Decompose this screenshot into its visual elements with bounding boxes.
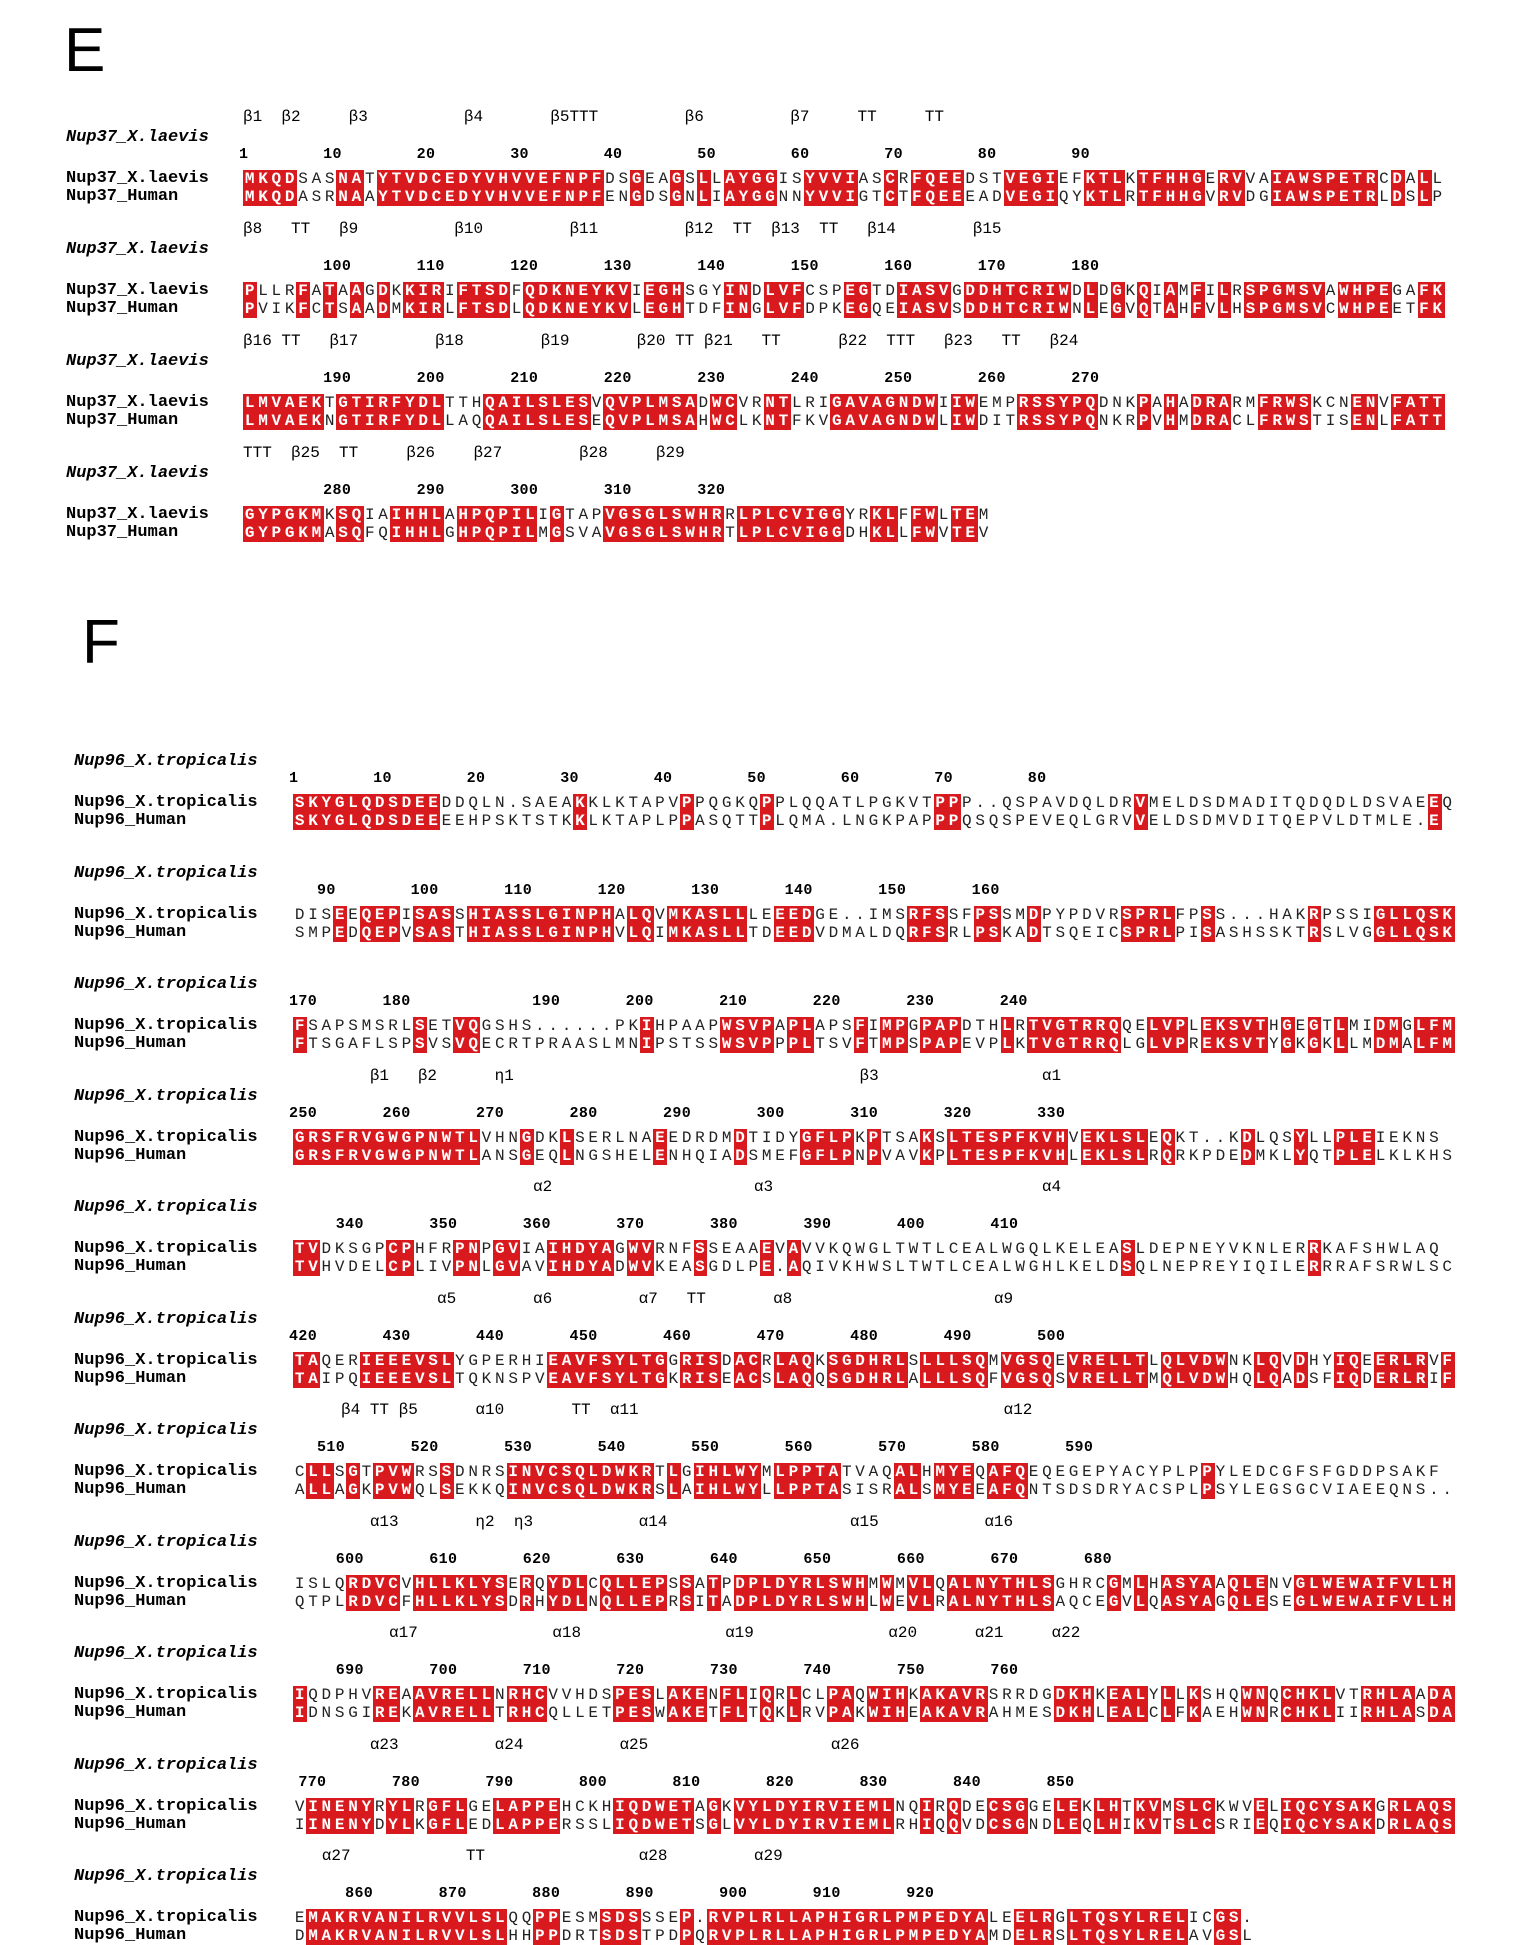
- sequence-line: I S L Q R D V C V H L L K L Y S E R Q Y D L C Q L L E P S S A T P D P L D Y R L S W H M W M V L Q A L N Y T H L S G H R C G M L H A S Y A A Q L E N V G L W E W A I F V L L H: [294, 1574, 1453, 1593]
- sequence-alignment-block: [293, 1352, 1454, 1388]
- sequence-alignment-block: [293, 1129, 1454, 1165]
- sequence-alignment-block: [293, 906, 1454, 942]
- residue-ruler: 1 10 20 30 40 50 60 70 80: [289, 770, 1047, 787]
- residue-ruler: 420 430 440 450 460 470 480 490 500: [289, 1327, 1066, 1345]
- sequence-name: Nup96_Human: [74, 811, 187, 830]
- sequence-line: T A Q E R I E E E V S L Y G P E R H I E A V F S Y L T G G R I S D A C R L A Q K S G D H R L S L L L S Q M V G S Q E V R E L L T L Q L V D W N K L Q V D H Y I Q E E R L R V F: [294, 1351, 1453, 1370]
- residue-ruler: 860 870 880 890 900 910 920: [289, 1885, 935, 1902]
- residue-ruler: 340 350 360 370 380 390 400 410: [289, 1216, 1019, 1233]
- secondary-structure-labels: α23 α24 α25 α26: [293, 1735, 860, 1754]
- secondary-structure-labels: TTT β25 TT β26 β27 β28 β29: [243, 444, 685, 462]
- sequence-alignment-block: [293, 1240, 1454, 1276]
- residue-ruler: 190 200 210 220 230 240 250 260 270: [239, 370, 1100, 387]
- sequence-line: V I N E N Y R Y L R G F L G E L A P P E H C K H I Q D W E T A G K V Y L D Y I R V I E M L N Q I R Q D E C S G G E L E K L H T K V M S L C K W V E L I Q C Y S A K G R L A Q S: [294, 1797, 1453, 1816]
- sequence-alignment-block: [243, 170, 1445, 206]
- sequence-name: Nup96_Human: [74, 1703, 187, 1722]
- sequence-line: G R S F R V G W G P N W T L A N S G E Q L N G S H E L E N H Q I A D S M E F G F L P N P V A V K P L T E S P F K V H L E K L S L R Q R K P D E D M K L Y Q T P L E L K L K H S: [294, 1146, 1453, 1165]
- ss-header-name: Nup96_X.tropicalis: [74, 863, 258, 883]
- sequence-line: I I N E N Y D Y L K G F L E D L A P P E R S S L I Q D W E T S G L V Y L D Y I R V I E M L R H I Q Q V D C S G N D L E Q L H I K V T S L C S R I E Q I Q C Y S A K D R L A Q S: [294, 1815, 1453, 1834]
- residue-ruler: 280 290 300 310 320: [239, 482, 726, 499]
- sequence-alignment-block: [293, 1017, 1454, 1053]
- sequence-line: T V D K S G P C P H F R P N P G V I A I H D Y A G W V R N F S S E A A E V A V V K Q W G L T W T L C E A L W G Q L K E L E A S L D E P N E Y V K N L E R R K A F S H W L A Q: [294, 1240, 1439, 1258]
- sequence-line: S M P E D Q E P V S A S T H I A S S L G I N P H V L Q I M K A S L L T D E E D V D M A L D Q R F S R L P S K A D T S Q E I C S P R L P I S A S H S S K T R S L V G G L L Q S K: [294, 923, 1453, 942]
- secondary-structure-labels: β16 TT β17 β18 β19 β20 TT β21 TT β22 TTT β23 TT β24: [243, 332, 1079, 350]
- sequence-name: Nup37_X.laevis: [66, 505, 209, 524]
- sequence-line: C L L S G T P V W R S S D N R S I N V C S Q L D W K R T L G I H L W Y M L P P T A T V A Q A L H M Y E Q A F Q E Q E G E P Y A C Y P L P P Y L E D C G F S F G D D P S A K F: [294, 1463, 1439, 1481]
- secondary-structure-labels: α13 η2 η3 α14 α15 α16: [293, 1512, 1014, 1531]
- sequence-line: M K Q D A S R N A A Y T V D C E D Y V H V V E F N P F E N G D S G N L I A Y G G N N Y V V I G T C T F Q E E E A D V E G I Q Y K T L R T F H H G V R V D G I A W S P E T R L D S L P: [244, 188, 1443, 206]
- sequence-name: Nup96_X.tropicalis: [74, 1796, 258, 1816]
- sequence-name: Nup96_Human: [74, 1814, 187, 1834]
- sequence-line: D I S E E Q E P I S A S S H I A S S L G I N P H A L Q V M K A S L L L E E E D G E . . I M S R F S S F P S S M D P Y P D V R S P R L F P S S . . . H A K R P S S I G L L Q S K: [294, 905, 1453, 924]
- sequence-name: Nup96_X.tropicalis: [74, 1573, 258, 1593]
- secondary-structure-labels: β1 β2 η1 β3 α1: [293, 1066, 1062, 1085]
- sequence-alignment-block: [293, 1463, 1454, 1499]
- secondary-structure-labels: β4 TT β5 α10 TT α11 α12: [293, 1401, 1033, 1419]
- residue-ruler: 170 180 190 200 210 220 230 240: [289, 993, 1028, 1010]
- sequence-line: L M V A E K N G T I R F Y D L L A Q Q A I L S L E S E Q V P L M S A H W C L K N T F K V G A V A G N D W L I W D I T R S S Y P Q N K R P V H M D R A C L F R W S T I S E N L F A T T: [244, 412, 1443, 430]
- ss-header-name: Nup37_X.laevis: [66, 464, 209, 483]
- ss-header-name: Nup96_X.tropicalis: [74, 975, 258, 994]
- sequence-line: G Y P G K M A S Q F Q I H H L G H P Q P I L M G S V A V G S G L S W H R T L P L C V I G G D H K L L F W V T E V: [244, 524, 989, 542]
- ss-header-name: Nup37_X.laevis: [66, 240, 209, 259]
- ss-header-name: Nup96_X.tropicalis: [74, 752, 258, 771]
- sequence-name: Nup96_Human: [74, 1926, 187, 1945]
- ss-header-name: Nup37_X.laevis: [66, 128, 209, 147]
- sequence-line: S K Y G L Q D S D E E D D Q L N . S A E A K K L K T A P V P P Q G K Q P P L Q Q A T L P G K V T P P P . . Q S P A V D Q L D R V M E L D S D M A D I T Q D Q D L D S V A E E Q: [294, 794, 1453, 812]
- panel-label-e: E: [64, 16, 106, 85]
- sequence-alignment-block: [243, 282, 1445, 318]
- ss-header-name: Nup96_X.tropicalis: [74, 1421, 258, 1440]
- sequence-name: Nup37_Human: [66, 299, 179, 318]
- panel-label-f: F: [82, 608, 120, 677]
- residue-ruler: 250 260 270 280 290 300 310 320 330: [289, 1104, 1066, 1122]
- sequence-line: I D N S G I R E K A V R E L L T R H C Q L L E T P E S W A K E T F L T Q K L R V P A K W I H E A K A V R A H M E S D K H L E A L C L F K A E H W N R C H K L I I R H L A S D A: [294, 1704, 1453, 1722]
- sequence-line: T V H V D E L C P L I V P N L G V A V I H D Y A D W V K E A S G D L P E . A Q I V K H W S L T W T L C E A L W G H L K E L D S Q L N E P R E Y I Q I L E R R R A F S R W L S C: [294, 1258, 1453, 1276]
- ss-header-name: Nup96_X.tropicalis: [74, 1644, 258, 1663]
- sequence-name: Nup96_X.tropicalis: [74, 1350, 258, 1370]
- ss-header-name: Nup37_X.laevis: [66, 352, 209, 371]
- residue-ruler: 770 780 790 800 810 820 830 840 850: [289, 1773, 1075, 1791]
- sequence-line: D M A K R V A N I L R V V L S L H H P P D R T S D S T P D P Q R V P L R L L A P H I G R L P M P E D Y A M D E L R S L T Q S Y L R E L A V G S L: [294, 1927, 1252, 1945]
- ss-header-name: Nup96_X.tropicalis: [74, 1309, 258, 1329]
- ss-header-name: Nup96_X.tropicalis: [74, 1532, 258, 1552]
- residue-ruler: 100 110 120 130 140 150 160 170 180: [239, 258, 1100, 275]
- residue-ruler: 600 610 620 630 640 650 660 670 680: [289, 1550, 1112, 1568]
- sequence-name: Nup96_X.tropicalis: [74, 1239, 258, 1258]
- ss-header-name: Nup96_X.tropicalis: [74, 1086, 258, 1106]
- sequence-name: Nup96_X.tropicalis: [74, 1908, 258, 1927]
- sequence-line: L M V A E K T G T I R F Y D L T T H Q A I L S L E S V Q V P L M S A D W C V R N T L R I G A V A G N D W I I W E M P R S S Y P Q D N K P A H A D R A R M F R W S K C N E N V F A T T: [244, 394, 1443, 412]
- residue-ruler: 690 700 710 720 730 740 750 760: [289, 1662, 1019, 1679]
- sequence-line: F T S G A F L S P S V S V Q E C R T P R A A S L M N I P S T S S W S V P P P L T S V F T M P S P A P E V P L K T V G T R R Q L G L V P R E K S V T Y G K G K L L M D M A L F M: [294, 1035, 1453, 1053]
- secondary-structure-labels: α27 TT α28 α29: [293, 1847, 783, 1865]
- sequence-name: Nup96_Human: [74, 1145, 187, 1165]
- sequence-alignment-block: [293, 1686, 1454, 1722]
- sequence-line: E M A K R V A N I L R V V L S L Q Q P P E S M S D S S S E P . R V P L R L L A P H I G R L P M P E D Y A L E E L R G L T Q S Y L R E L I C G S .: [294, 1909, 1252, 1927]
- sequence-name: Nup37_X.laevis: [66, 281, 209, 300]
- sequence-name: Nup96_X.tropicalis: [74, 904, 258, 924]
- sequence-line: M K Q D S A S N A T Y T V D C E D Y V H V V E F N P F D S G E A G S L L A Y G G I S Y V V I A S C R F Q E E D S T V E G I E F K T L K T F H H G E R V V A I A W S P E T R C D A L L: [244, 170, 1443, 188]
- residue-ruler: 1 10 20 30 40 50 60 70 80 90: [239, 146, 1090, 163]
- sequence-line: G R S F R V G W G P N W T L V H N G D K L S E R L N A E E D R D M D T I D Y G F L P K P T S A K S L T E S P F K V H V E K L S L E Q K T . . K D L Q S Y L L P L E I E K N S: [294, 1128, 1439, 1147]
- sequence-line: P L L R F A T A A G D K K I R I F T S D F Q D K N E Y K V I E G H S G Y I N D L V F C S P E G T D I A S V G D D H T C R I W D L D G K Q I A M F I L R S P G M S V A W H P E G A F K: [244, 282, 1443, 300]
- sequence-name: Nup96_X.tropicalis: [74, 1016, 258, 1035]
- sequence-name: Nup96_X.tropicalis: [74, 1127, 258, 1147]
- sequence-name: Nup96_X.tropicalis: [74, 793, 258, 812]
- sequence-line: G Y P G K M K S Q I A I H H L A H P Q P I L I G T A P V G S G L S W H R R L P L C V I G G Y R K L F F W L T E M: [244, 506, 989, 524]
- ss-header-name: Nup96_X.tropicalis: [74, 1867, 258, 1886]
- secondary-structure-labels: β8 TT β9 β10 β11 β12 TT β13 TT β14 β15: [243, 220, 1002, 238]
- sequence-line: A L L A G K P V W Q L S E K K Q I N V C S Q L D W K R S L A I H L W Y L L P P T A S I S R A L S M Y E E A F Q N T S D S D R Y A C S P L P S Y L E G S G C V I A E E Q N S . .: [294, 1481, 1453, 1499]
- secondary-structure-labels: α2 α3 α4: [293, 1178, 1062, 1196]
- sequence-name: Nup37_Human: [66, 187, 179, 206]
- sequence-alignment-block: [243, 394, 1445, 430]
- sequence-name: Nup96_Human: [74, 1368, 187, 1388]
- sequence-name: Nup96_Human: [74, 1591, 187, 1611]
- sequence-alignment-block: [243, 506, 991, 542]
- sequence-line: I Q D P H V R E A A V R E L L N R H C V V H D S P E S L A K E N F L I Q R L C L P A Q W I H K A K A V R S R R D G D K H K E A L Y L L K S H Q W N Q C H K L V T R H L A A D A: [294, 1686, 1453, 1704]
- sequence-line: S K Y G L Q D S D E E E E H P S K T S T K K L K T A P L P P A S Q T T P L Q M A . L N G K P A P P P Q S Q S P E V E Q L G R V V E L D S D M V D I T Q E P V L D T M L E . E: [294, 812, 1439, 830]
- secondary-structure-labels: β1 β2 β3 β4 β5TTT β6 β7 TT TT: [243, 108, 944, 126]
- sequence-line: Q T P L R D V C F H L L K L Y S D R H Y D L N Q L L E P R S I T A D P L D Y R L S W H L W E V L R A L N Y T H L S A Q C E G V L Q A S Y A G Q L E S E G L W E W A I F V L L H: [294, 1592, 1453, 1611]
- sequence-alignment-block: [293, 1575, 1454, 1611]
- sequence-line: T A I P Q I E E E V S L T Q K N S P V E A V F S Y L T G K R I S E A C S L A Q Q S G D H R L A L L L S Q F V G S Q S V R E L L T M Q L V D W H Q L Q A D S F I Q D E R L R I F: [294, 1369, 1453, 1388]
- sequence-name: Nup37_X.laevis: [66, 393, 209, 412]
- sequence-name: Nup37_X.laevis: [66, 169, 209, 188]
- sequence-alignment-block: [293, 794, 1454, 830]
- sequence-name: Nup96_Human: [74, 1034, 187, 1053]
- sequence-line: P V I K F C T S A A D M K I R L F T S D L Q D K N E Y K V L E G H T D F I N G L V F D P K E G Q E I A S V S D D H T C R I W N L E G V Q T A H F V L H S P G M S V C W H P E E T F K: [244, 300, 1443, 318]
- sequence-name: Nup96_X.tropicalis: [74, 1462, 258, 1481]
- sequence-name: Nup37_Human: [66, 411, 179, 430]
- sequence-name: Nup96_Human: [74, 1480, 187, 1499]
- sequence-name: Nup37_Human: [66, 523, 179, 542]
- sequence-line: F S A P S M S R L S E T V Q G S H S . . . . . . P K I H P A A P W S V P A P L A P S F I M P G P A P D T H L R T V G T R R Q Q E L V P L E K S V T H G E G T L M I D M G L F M: [294, 1017, 1453, 1035]
- secondary-structure-labels: α17 α18 α19 α20 α21 α22: [293, 1624, 1081, 1642]
- ss-header-name: Nup96_X.tropicalis: [74, 1198, 258, 1217]
- residue-ruler: 510 520 530 540 550 560 570 580 590: [289, 1439, 1094, 1456]
- sequence-alignment-block: [293, 1798, 1454, 1834]
- sequence-name: Nup96_Human: [74, 1257, 187, 1276]
- sequence-name: Nup96_Human: [74, 922, 187, 942]
- residue-ruler: 90 100 110 120 130 140 150 160: [289, 881, 1000, 899]
- ss-header-name: Nup96_X.tropicalis: [74, 1755, 258, 1775]
- secondary-structure-labels: α5 α6 α7 TT α8 α9: [293, 1289, 1014, 1308]
- sequence-name: Nup96_X.tropicalis: [74, 1685, 258, 1704]
